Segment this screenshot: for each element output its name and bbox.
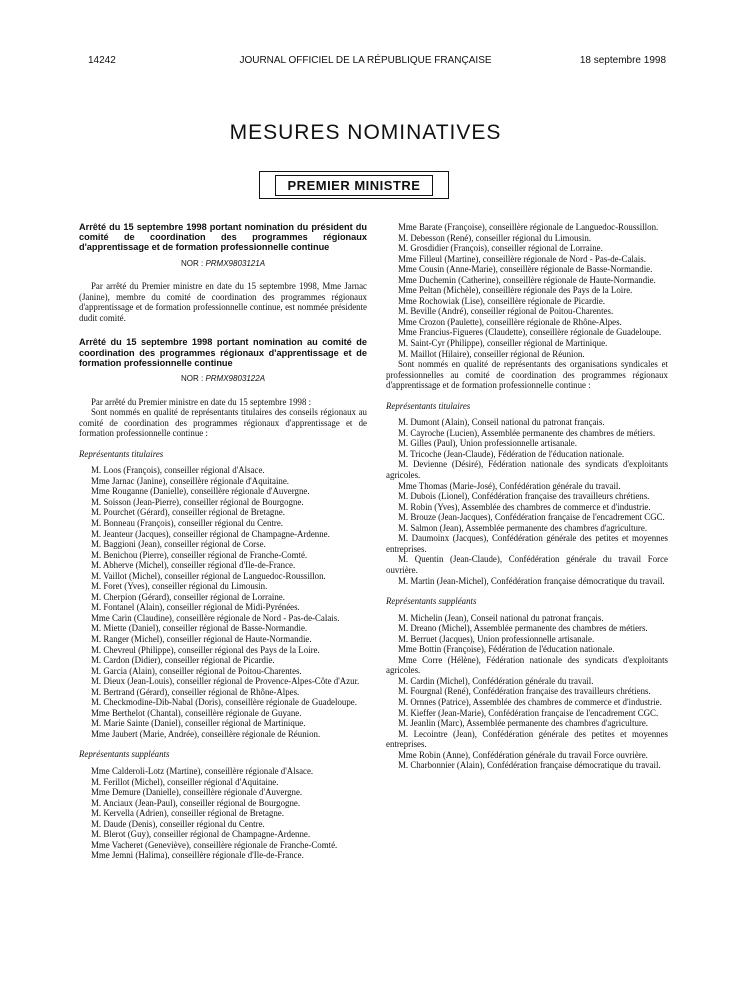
suppleants-list-continued <box>386 222 668 359</box>
list-item: M. Salmon (Jean), Assemblée permanente des chambres d'agriculture. <box>398 522 648 533</box>
subsection-titulaires: Représentants titulaires <box>79 448 164 459</box>
list-item: M. Dreano (Michel), Assemblée permanente des chambres de métiers. <box>398 623 648 634</box>
right-column <box>386 222 668 771</box>
article-2-title: Arrêté du 15 septembre 1998 portant nomination au comité de coordination des programmes régionaux d'apprentissage et de formation professionnelle continue <box>79 337 367 368</box>
list-item: Mme Jarnac (Janine), conseillère régionale d'Aquitaine. <box>91 475 290 486</box>
list-item: M. Daude (Denis), conseiller régional du Centre. <box>91 818 265 829</box>
list-item: M. Loos (François), conseiller régional d'Alsace. <box>91 465 265 476</box>
list-item: M. Fontanel (Alain), conseiller régional de Midi-Pyrénées. <box>91 602 300 613</box>
section-box <box>259 171 449 199</box>
list-item: M. Kervella (Adrien), conseiller régional de Bretagne. <box>91 808 284 819</box>
publication-date: 18 septembre 1998 <box>579 55 666 66</box>
list-item: M. Martin (Jean-Michel), Confédération française démocratique du travail. <box>398 575 665 586</box>
nor-label: NOR : <box>180 373 204 383</box>
list-item: M. Cayroche (Lucien), Assemblée permanente des chambres de métiers. <box>398 427 656 438</box>
list-item: Mme Cousin (Anne-Marie), conseillère régionale de Basse-Normandie. <box>398 264 653 275</box>
list-item: M. Anciaux (Jean-Paul), conseiller régional de Bourgogne. <box>91 797 301 808</box>
list-item: M. Marie Sainte (Daniel), conseiller régional de Martinique. <box>91 718 306 729</box>
article-1-title: Arrêté du 15 septembre 1998 portant nomination du président du comité de coordination des programmes régionaux d'apprentissage et de formation professionnelle continue <box>79 222 367 253</box>
list-item: Mme Robin (Anne), Confédération générale du travail Force ouvrière. <box>398 749 648 760</box>
list-item: M. Fourgnal (René), Confédération française des travailleurs chrétiens. <box>398 686 651 697</box>
list-item: M. Ferillot (Michel), conseiller régional d'Aquitaine. <box>91 776 279 787</box>
list-item: M. Ranger (Michel), conseiller régional de Haute-Normandie. <box>91 633 312 644</box>
list-item: Mme Carin (Claudine), conseillère régionale de Nord - Pas-de-Calais. <box>91 612 340 623</box>
nor-code: PRMX9803121A <box>205 258 266 268</box>
titulaires-list <box>79 465 367 739</box>
article-2-paragraph: Sont nommés en qualité de représentants titulaires des conseils régionaux au comité de coordination des programmes régionaux d'apprentissage et de formation professionnelle continue : <box>79 407 367 439</box>
list-item: Mme Demure (Danielle), conseillère régionale d'Auvergne. <box>91 787 303 798</box>
list-item: M. Ornnes (Patrice), Assemblée des chambres de commerce et d'industrie. <box>398 696 662 707</box>
list-item: M. Maillot (Hilaire), conseiller régional de Réunion. <box>398 348 585 359</box>
subsection-suppleants: Représentants suppléants <box>386 596 477 607</box>
list-item: Mme Thomas (Marie-José), Confédération générale du travail. <box>398 480 621 491</box>
list-item: M. Checkmodine-Dib-Nabal (Doris), conseillère régionale de Guadeloupe. <box>91 697 357 708</box>
list-item: Mme Duchemin (Catherine), conseillère régionale de Haute-Normandie. <box>398 274 656 285</box>
journal-title: JOURNAL OFFICIEL DE LA RÉPUBLIQUE FRANÇAISE <box>239 55 492 66</box>
list-item: M. Daumoinx (Jacques), Confédération générale des petites et moyennes entreprises. <box>386 533 668 554</box>
list-item: M. Bertrand (Gérard), conseiller régional de Rhône-Alpes. <box>91 686 300 697</box>
list-item: M. Gilles (Paul), Union professionnelle artisanale. <box>398 438 577 449</box>
list-item: M. Kieffer (Jean-Marie), Confédération française de l'encadrement CGC. <box>398 707 659 718</box>
list-item: M. Bonneau (François), conseiller régional du Centre. <box>91 517 283 528</box>
list-item: Mme Rouganne (Danielle), conseillère régionale d'Auvergne. <box>91 486 310 497</box>
suppleants-list <box>386 613 668 771</box>
list-item: M. Robin (Yves), Assemblée des chambres de commerce et d'industrie. <box>398 501 651 512</box>
list-item: M. Abherve (Michel), conseiller régional d'Ile-de-France. <box>91 560 296 571</box>
list-item: Mme Francius-Figueres (Claudette), conseillère régionale de Guadeloupe. <box>398 327 662 338</box>
list-item: M. Devienne (Désiré), Fédération nationale des syndicats d'exploitants agricoles. <box>386 459 668 481</box>
list-item: M. Cardon (Didier), conseiller régional de Picardie. <box>91 655 275 666</box>
list-item: Mme Calderoli-Lotz (Martine), conseillère régionale d'Alsace. <box>91 766 314 776</box>
list-item: Mme Barate (Françoise), conseillère régionale de Languedoc-Roussillon. <box>398 222 659 232</box>
list-item: M. Blerot (Guy), conseiller régional de Champagne-Ardenne. <box>91 829 311 840</box>
list-item: M. Foret (Yves), conseiller régional du Limousin. <box>91 581 268 592</box>
page-number: 14242 <box>88 55 116 66</box>
left-column <box>79 222 367 861</box>
article-1-body: Par arrêté du Premier ministre en date du 15 septembre 1998, Mme Jarnac (Janine), membre du comité de coordination des programmes régionaux d'apprentissage et de formation professionnelle continue, est nommée présidente dudit comité. <box>79 281 367 323</box>
list-item: M. Debesson (René), conseiller régional du Limousin. <box>398 232 591 243</box>
list-item: Mme Peltan (Michèle), conseillère régionale des Pays de la Loire. <box>398 285 633 296</box>
page-title: MESURES NOMINATIVES <box>229 121 502 144</box>
list-item: M. Lecointre (Jean), Confédération générale des petites et moyennes entreprises. <box>386 728 668 750</box>
article-2-intro: Par arrêté du Premier ministre en date du 15 septembre 1998 : <box>91 396 312 407</box>
nor-label: NOR : <box>180 258 204 268</box>
list-item: M. Jeanlin (Marc), Assemblée permanente des chambres d'agriculture. <box>398 718 649 729</box>
list-item: Mme Filleul (Martine), conseillère régionale de Nord - Pas-de-Calais. <box>398 253 646 264</box>
list-item: M. Brouze (Jean-Jacques), Confédération française de l'encadrement CGC. <box>398 512 665 523</box>
subsection-suppleants: Représentants suppléants <box>79 749 170 760</box>
list-item: M. Miette (Daniel), conseiller régional de Basse-Normandie. <box>91 623 308 634</box>
list-item: M. Berruet (Jacques), Union professionnelle artisanale. <box>398 633 595 644</box>
list-item: M. Soisson (Jean-Pierre), conseiller régional de Bourgogne. <box>91 496 304 507</box>
section-title: PREMIER MINISTRE <box>275 175 434 196</box>
list-item: M. Benichou (Pierre), conseiller régional de Franche-Comté. <box>91 549 308 560</box>
list-item: M. Dubois (Lionel), Confédération française des travailleurs chrétiens. <box>398 491 650 502</box>
nor-code: PRMX9803122A <box>205 373 266 383</box>
list-item: M. Dieux (Jean-Louis), conseiller régional de Provence-Alpes-Côte d'Azur. <box>91 676 360 687</box>
list-item: Mme Bottin (Françoise), Fédération de l'éducation nationale. <box>398 644 615 655</box>
list-item: M. Grosdidier (François), conseiller régional de Lorraine. <box>398 243 603 254</box>
suppleants-list <box>79 766 367 861</box>
list-item: Mme Crozon (Paulette), conseillère régionale de Rhône-Alpes. <box>398 316 622 327</box>
article-2-paragraph-2: Sont nommés en qualité de représentants des organisations syndicales et professionnelles au comité de coordination des programmes régionaux d'apprentissage et de formation professionnelle continue : <box>386 359 668 391</box>
list-item: M. Vaillot (Michel), conseiller régional de Languedoc-Roussillon. <box>91 570 326 581</box>
list-item: Mme Jemni (Halima), conseillère régionale d'Ile-de-France. <box>91 850 304 861</box>
titulaires-list <box>386 417 668 586</box>
list-item: M. Tricoche (Jean-Claude), Fédération de l'éducation nationale. <box>398 448 625 459</box>
list-item: M. Cherpion (Gérard), conseiller régional de Lorraine. <box>91 591 285 602</box>
list-item: Mme Rochowiak (Lise), conseillère régionale de Picardie. <box>398 295 606 306</box>
list-item: M. Michelin (Jean), Conseil national du patronat français. <box>398 612 604 623</box>
subsection-titulaires: Représentants titulaires <box>386 400 471 411</box>
list-item: M. Charbonnier (Alain), Confédération française démocratique du travail. <box>398 760 661 771</box>
list-item: M. Beville (André), conseiller régional de Poitou-Charentes. <box>398 306 614 317</box>
list-item: M. Garcia (Alain), conseiller régional de Poitou-Charentes. <box>91 665 302 676</box>
list-item: Mme Berthelot (Chantal), conseillère régionale de Guyane. <box>91 707 302 718</box>
list-item: M. Chevreul (Philippe), conseiller régional des Pays de la Loire. <box>91 644 320 655</box>
list-item: M. Saint-Cyr (Philippe), conseiller régional de Martinique. <box>398 338 608 349</box>
list-item: Mme Jaubert (Marie, Andrée), conseillère régionale de Réunion. <box>91 728 321 739</box>
list-item: M. Dumont (Alain), Conseil national du patronat français. <box>398 417 605 428</box>
list-item: M. Cardin (Michel), Confédération générale du travail. <box>398 675 594 686</box>
list-item: M. Pourchet (Gérard), conseiller régional de Bretagne. <box>91 507 285 518</box>
list-item: M. Baggioni (Jean), conseiller régional de Corse. <box>91 539 266 550</box>
article-1-nor <box>79 259 367 270</box>
list-item: Mme Vacheret (Geneviève), conseillère régionale de Franche-Comté. <box>91 839 338 850</box>
article-2-nor <box>79 374 367 385</box>
list-item: M. Quentin (Jean-Claude), Confédération générale du travail Force ouvrière. <box>386 554 668 575</box>
list-item: M. Jeanteur (Jacques), conseiller régional de Champagne-Ardenne. <box>91 528 330 539</box>
list-item: Mme Corre (Hélène), Fédération nationale des syndicats d'exploitants agricoles. <box>386 654 668 676</box>
